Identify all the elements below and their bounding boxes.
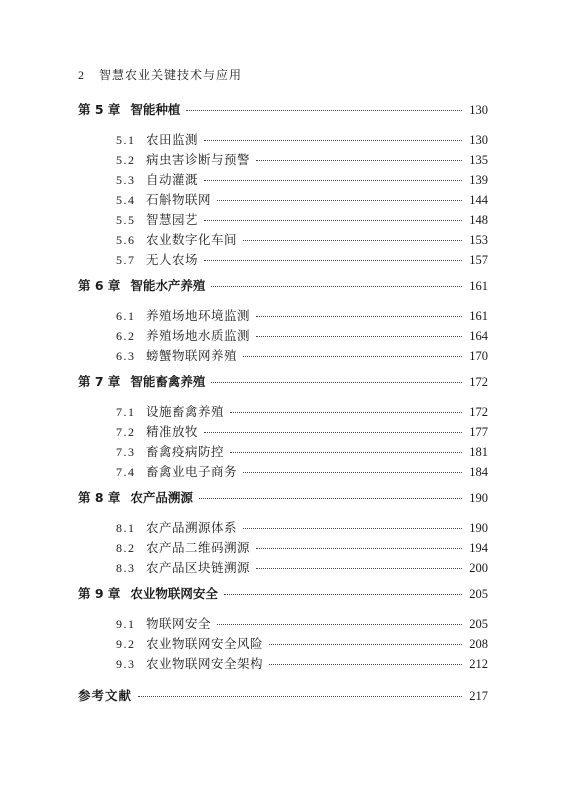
toc-entry-chapter[interactable] xyxy=(78,488,488,510)
page-number: 2 xyxy=(78,68,85,82)
chapter-title: 智能种植 xyxy=(130,102,181,117)
toc-entry-section[interactable] xyxy=(78,346,488,366)
dot-leader xyxy=(256,336,462,337)
dot-leader xyxy=(217,200,462,201)
dot-leader xyxy=(243,528,462,529)
chapter-label: 第 8 章 xyxy=(78,490,121,505)
section-number: 5.3 xyxy=(116,173,136,187)
toc-entry-chapter[interactable] xyxy=(78,100,488,122)
section-number: 5.4 xyxy=(116,193,136,207)
section-number: 6.2 xyxy=(116,329,136,343)
section-page: 177 xyxy=(469,425,488,439)
chapter-title: 智能畜禽养殖 xyxy=(130,374,206,389)
references-page: 217 xyxy=(469,689,488,703)
section-number: 6.3 xyxy=(116,349,136,363)
toc-entry-section[interactable] xyxy=(78,150,488,170)
dot-leader xyxy=(230,412,462,413)
table-of-contents xyxy=(78,100,488,680)
section-page: 205 xyxy=(469,617,488,631)
section-number: 5.5 xyxy=(116,213,136,227)
chapter-label: 第 7 章 xyxy=(78,374,121,389)
dot-leader xyxy=(217,624,462,625)
section-number: 9.1 xyxy=(116,617,136,631)
section-title: 精准放牧 xyxy=(146,424,199,439)
section-page: 172 xyxy=(469,405,488,419)
toc-entry-section[interactable] xyxy=(78,130,488,150)
section-title: 智慧园艺 xyxy=(146,212,199,227)
section-page: 164 xyxy=(469,329,488,343)
toc-entry-section[interactable] xyxy=(78,442,488,462)
dot-leader xyxy=(243,472,462,473)
toc-entry-section[interactable] xyxy=(78,518,488,538)
chapter-label: 第 5 章 xyxy=(78,102,121,117)
section-number: 7.1 xyxy=(116,405,136,419)
chapter-block xyxy=(78,100,488,270)
references-label: 参考文献 xyxy=(78,688,133,703)
section-number: 7.4 xyxy=(116,465,136,479)
chapter-label: 第 9 章 xyxy=(78,586,121,601)
dot-leader xyxy=(186,110,462,111)
dot-leader xyxy=(256,316,462,317)
section-title: 农业数字化车间 xyxy=(146,232,238,247)
dot-leader xyxy=(269,644,462,645)
section-title: 农产品二维码溯源 xyxy=(146,540,251,555)
dot-leader xyxy=(204,140,462,141)
dot-leader xyxy=(243,356,462,357)
chapter-title: 农业物联网安全 xyxy=(130,586,218,601)
chapter-page: 161 xyxy=(469,279,488,293)
section-page: 181 xyxy=(469,445,488,459)
chapter-block xyxy=(78,276,488,366)
toc-entry-references[interactable] xyxy=(78,686,488,708)
toc-entry-section[interactable] xyxy=(78,422,488,442)
section-page: 135 xyxy=(469,153,488,167)
chapter-page: 190 xyxy=(469,491,488,505)
dot-leader xyxy=(256,160,462,161)
chapter-block xyxy=(78,372,488,482)
section-title: 养殖场地环境监测 xyxy=(146,308,251,323)
section-title: 农产品溯源体系 xyxy=(146,520,238,535)
section-page: 144 xyxy=(469,193,488,207)
dot-leader xyxy=(224,594,462,595)
dot-leader xyxy=(204,220,462,221)
toc-entry-chapter[interactable] xyxy=(78,372,488,394)
section-number: 7.2 xyxy=(116,425,136,439)
section-page: 190 xyxy=(469,521,488,535)
section-page: 139 xyxy=(469,173,488,187)
dot-leader xyxy=(204,180,462,181)
section-number: 7.3 xyxy=(116,445,136,459)
section-number: 5.2 xyxy=(116,153,136,167)
dot-leader xyxy=(204,260,462,261)
section-page: 200 xyxy=(469,561,488,575)
section-page: 148 xyxy=(469,213,488,227)
section-title: 自动灌溉 xyxy=(146,172,199,187)
dot-leader xyxy=(230,452,462,453)
dot-leader xyxy=(199,498,462,499)
section-number: 5.1 xyxy=(116,133,136,147)
section-page: 184 xyxy=(469,465,488,479)
section-title: 无人农场 xyxy=(146,252,199,267)
section-number: 8.3 xyxy=(116,561,136,575)
section-title: 病虫害诊断与预警 xyxy=(146,152,251,167)
chapter-page: 172 xyxy=(469,375,488,389)
toc-entry-chapter[interactable] xyxy=(78,276,488,298)
dot-leader xyxy=(243,240,462,241)
section-page: 212 xyxy=(469,657,488,671)
section-page: 130 xyxy=(469,133,488,147)
section-title: 设施畜禽养殖 xyxy=(146,404,225,419)
toc-entry-section[interactable] xyxy=(78,634,488,654)
toc-entry-section[interactable] xyxy=(78,614,488,634)
section-title: 畜禽疫病防控 xyxy=(146,444,225,459)
toc-entry-section[interactable] xyxy=(78,230,488,250)
toc-entry-section[interactable] xyxy=(78,558,488,578)
toc-entry-section[interactable] xyxy=(78,210,488,230)
chapter-label: 第 6 章 xyxy=(78,278,121,293)
chapter-page: 130 xyxy=(469,103,488,117)
section-page: 157 xyxy=(469,253,488,267)
section-title: 农业物联网安全风险 xyxy=(146,636,264,651)
dot-leader xyxy=(269,664,462,665)
section-title: 农产品区块链溯源 xyxy=(146,560,251,575)
dot-leader xyxy=(256,548,462,549)
section-number: 9.2 xyxy=(116,637,136,651)
section-title: 螃蟹物联网养殖 xyxy=(146,348,238,363)
section-title: 养殖场地水质监测 xyxy=(146,328,251,343)
running-head xyxy=(78,66,242,83)
toc-entry-section[interactable] xyxy=(78,654,488,674)
toc-entry-chapter[interactable] xyxy=(78,584,488,606)
toc-entry-section[interactable] xyxy=(78,170,488,190)
dot-leader xyxy=(204,432,462,433)
section-title: 石斛物联网 xyxy=(146,192,212,207)
toc-entry-section[interactable] xyxy=(78,250,488,270)
chapter-page: 205 xyxy=(469,587,488,601)
section-title: 畜禽业电子商务 xyxy=(146,464,238,479)
section-number: 9.3 xyxy=(116,657,136,671)
toc-entry-section[interactable] xyxy=(78,190,488,210)
chapter-block xyxy=(78,584,488,674)
section-number: 6.1 xyxy=(116,309,136,323)
toc-entry-section[interactable] xyxy=(78,402,488,422)
section-title: 农田监测 xyxy=(146,132,199,147)
section-number: 8.2 xyxy=(116,541,136,555)
section-page: 153 xyxy=(469,233,488,247)
chapter-block xyxy=(78,488,488,578)
references-block xyxy=(78,686,488,716)
chapter-title: 农产品溯源 xyxy=(130,490,193,505)
section-page: 161 xyxy=(469,309,488,323)
toc-entry-section[interactable] xyxy=(78,538,488,558)
toc-entry-section[interactable] xyxy=(78,326,488,346)
section-title: 农业物联网安全架构 xyxy=(146,656,264,671)
section-page: 208 xyxy=(469,637,488,651)
dot-leader xyxy=(211,382,462,383)
dot-leader xyxy=(256,568,462,569)
toc-entry-section[interactable] xyxy=(78,306,488,326)
section-number: 5.7 xyxy=(116,253,136,267)
dot-leader xyxy=(211,286,462,287)
section-number: 8.1 xyxy=(116,521,136,535)
section-page: 170 xyxy=(469,349,488,363)
toc-entry-section[interactable] xyxy=(78,462,488,482)
section-number: 5.6 xyxy=(116,233,136,247)
dot-leader xyxy=(138,696,462,697)
section-title: 物联网安全 xyxy=(146,616,212,631)
section-page: 194 xyxy=(469,541,488,555)
book-title: 智慧农业关键技术与应用 xyxy=(99,68,243,82)
chapter-title: 智能水产养殖 xyxy=(130,278,206,293)
